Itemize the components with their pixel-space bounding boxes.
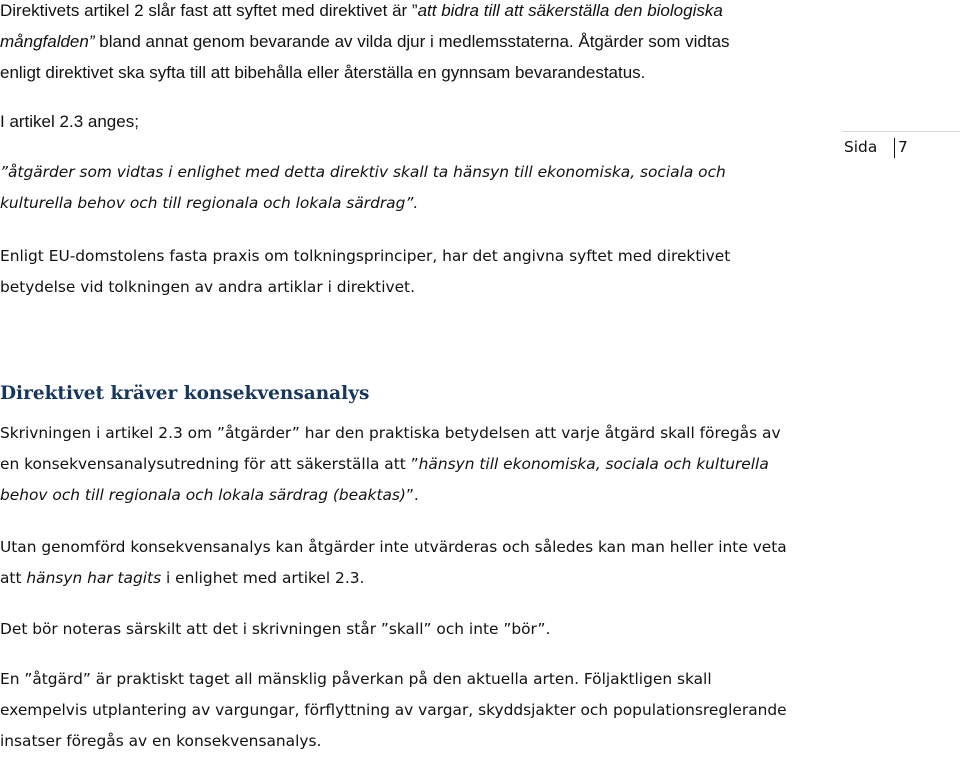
paragraph-4: [0, 664, 787, 757]
p2-line-2-emphasis: hänsyn har tagits: [26, 569, 162, 587]
p1-line-3-quote: behov och till regionala och lokala särdrag (beaktas): [0, 486, 406, 504]
eu-paragraph: [0, 241, 730, 303]
quote-line-2: kulturella behov och till regionala och lokala särdrag”.: [0, 194, 419, 212]
intro-line-1: [0, 0, 730, 26]
p1-line-2-quote: hänsyn till ekonomiska, sociala och kulturella: [418, 455, 769, 473]
article-intro: I artikel 2.3 anges;: [0, 112, 139, 131]
quote-line-1: ”åtgärder som vidtas i enlighet med detta direktiv skall ta hänsyn till ekonomiska, sociala och: [0, 163, 726, 181]
p4-line-1: En ”åtgärd” är praktiskt taget all mänsklig påverkan på den aktuella arten. Följaktligen skall: [0, 670, 712, 688]
p1-line-2-text: en konsekvensanalysutredning för att säkerställa att ”: [0, 455, 419, 473]
paragraph-3: Det bör noteras särskilt att det i skrivningen står ”skall” och inte ”bör”.: [0, 620, 551, 638]
intro-line-2: [0, 26, 730, 57]
intro-paragraph: [0, 0, 730, 88]
intro-line-2-quote: mångfalden”: [0, 32, 95, 51]
page-label: Sida: [844, 138, 878, 156]
p4-line-3: insatser föregås av en konsekvensanalys.: [0, 732, 322, 750]
p2-line-2-end: i enlighet med artikel 2.3.: [161, 569, 365, 587]
p1-line-1: Skrivningen i artikel 2.3 om ”åtgärder” har den praktiska betydelsen att varje åtgärd skall föregås av: [0, 424, 781, 442]
intro-line-1-text: Direktivets artikel 2 slår fast att syftet med direktivet är ”: [0, 1, 418, 20]
page-number: 7: [898, 138, 908, 156]
eu-line-2: betydelse vid tolkningen av andra artiklar i direktivet.: [0, 278, 415, 296]
p2-line-1: Utan genomförd konsekvensanalys kan åtgärder inte utvärderas och således kan man heller inte veta: [0, 538, 787, 556]
p1-line-3: [0, 480, 781, 511]
paragraph-2: [0, 532, 787, 594]
section-heading: Direktivet kräver konsekvensanalys: [0, 383, 370, 404]
intro-line-1-quote: att bidra till att säkerställa den biologiska: [417, 1, 723, 20]
p1-line-3-end: ”.: [405, 486, 419, 504]
p2-line-2-start: att: [0, 569, 27, 587]
eu-line-1: Enligt EU-domstolens fasta praxis om tolkningsprinciper, har det angivna syftet med direktivet: [0, 247, 731, 265]
intro-line-2-text: bland annat genom bevarande av vilda djur i medlemsstaterna. Åtgärder som vidtas: [94, 32, 730, 51]
page-separator: [894, 138, 895, 158]
p1-line-2: [0, 449, 781, 480]
p2-line-2: [0, 563, 787, 594]
article-quote: [0, 157, 726, 219]
paragraph-1: [0, 418, 781, 511]
page-number-marker: [842, 131, 960, 162]
p4-line-2: exempelvis utplantering av vargungar, förflyttning av vargar, skyddsjakter och populationsreglerande: [0, 701, 787, 719]
intro-line-3: enligt direktivet ska syfta till att bibehålla eller återställa en gynnsam bevarandestatus.: [0, 63, 646, 82]
